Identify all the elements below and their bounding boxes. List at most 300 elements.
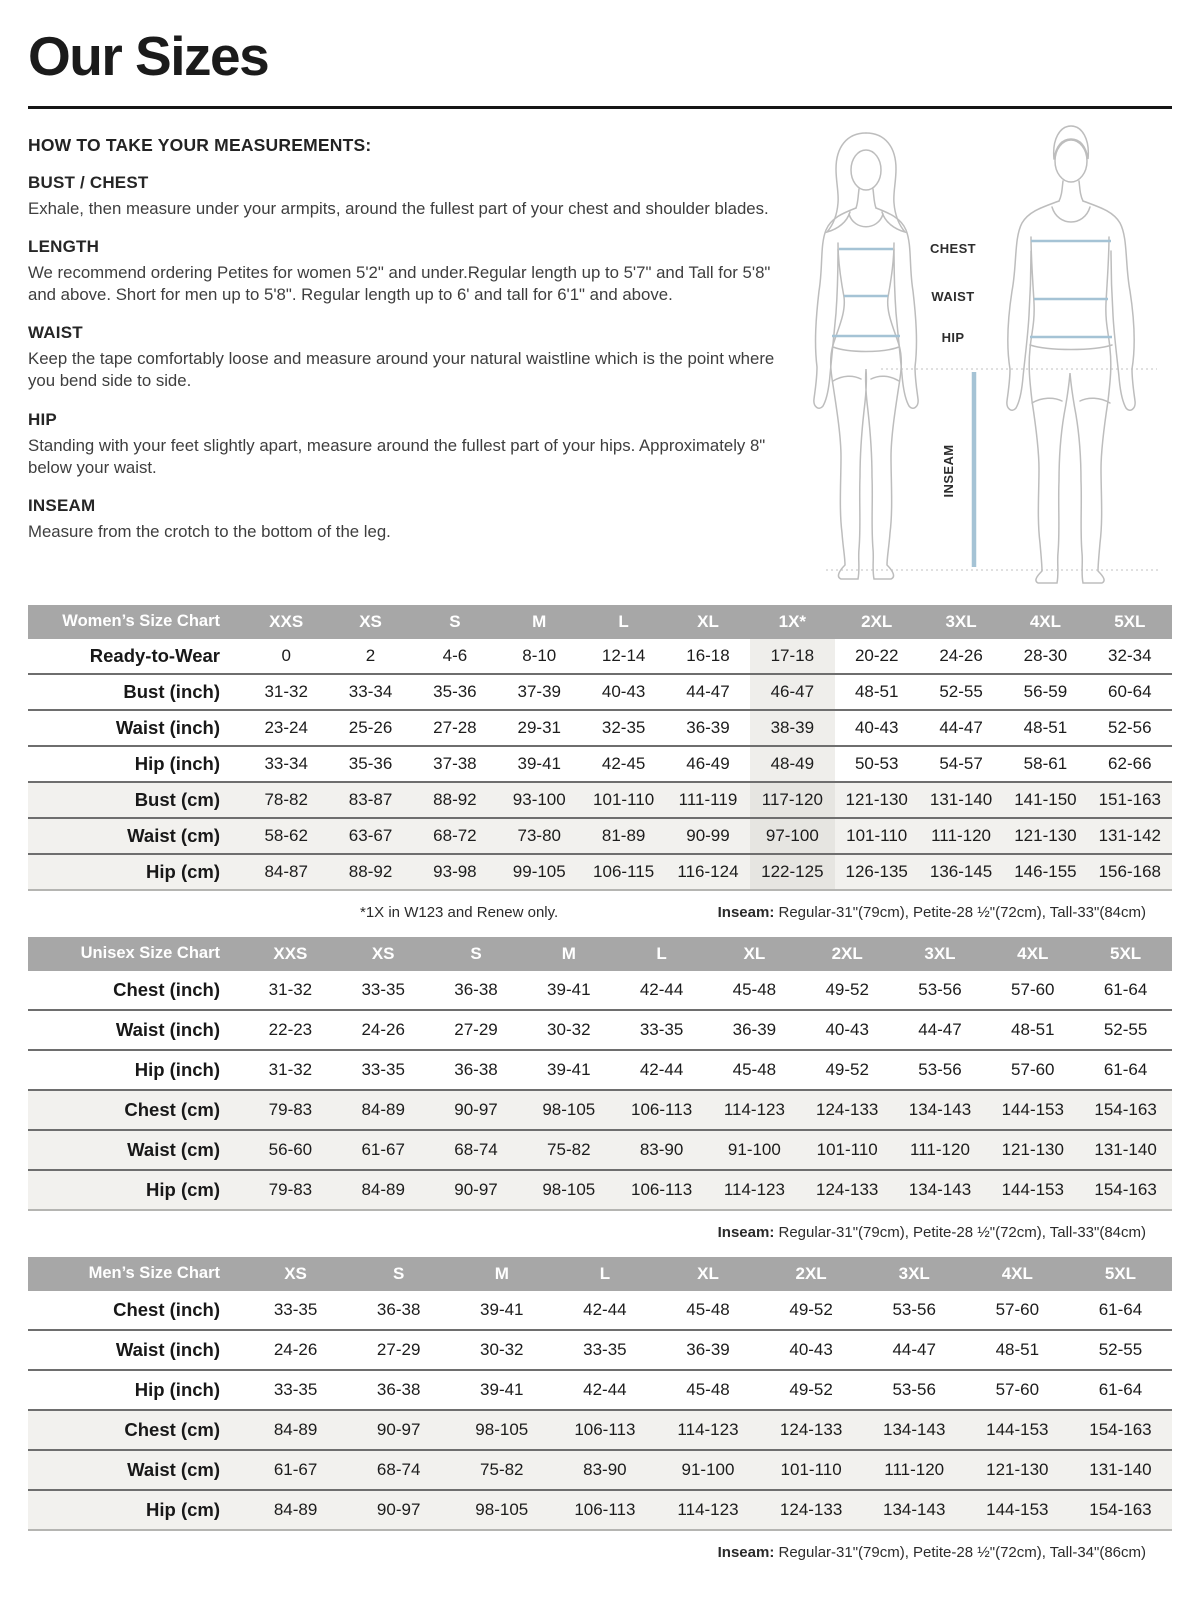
size-cell: 24-26: [939, 645, 983, 665]
size-cell: 31-32: [268, 1059, 313, 1079]
size-cell: 98-105: [475, 1499, 529, 1519]
unisex-size-chart: [28, 937, 1172, 1211]
size-cell: 121-130: [986, 1459, 1049, 1479]
size-cell: 61-67: [273, 1459, 318, 1479]
size-cell: 31-32: [264, 681, 308, 701]
inseam-note-label: Inseam:: [717, 903, 775, 921]
size-column-header: L: [553, 1257, 656, 1291]
table-title: Unisex Size Chart: [28, 937, 244, 971]
size-cell: 56-60: [268, 1139, 313, 1159]
size-cell: 111-120: [931, 825, 991, 845]
size-cell: 36-39: [686, 717, 730, 737]
size-cell: 68-74: [454, 1139, 498, 1159]
section-body: Standing with your feet slightly apart, measure around the fullest part of your hips. Approximately 8" below your waist.: [28, 435, 766, 477]
size-cell: 48-51: [1023, 717, 1068, 737]
size-column-header: XS: [244, 1257, 347, 1291]
size-cell: 88-92: [348, 861, 393, 881]
size-cell: 106-113: [631, 1099, 693, 1119]
size-cell: 27-29: [454, 1019, 498, 1039]
row-label: Hip (cm): [146, 1178, 220, 1200]
size-cell: 106-115: [593, 861, 655, 881]
size-cell: 68-74: [376, 1459, 421, 1479]
size-column-header: L: [615, 937, 708, 971]
size-cell: 93-100: [512, 789, 566, 809]
size-cell: 44-47: [918, 1019, 962, 1039]
size-cell: 42-45: [601, 753, 646, 773]
size-column-header: M: [497, 605, 581, 639]
table-row: [28, 1050, 1172, 1090]
table-title: Men’s Size Chart: [28, 1257, 244, 1291]
size-cell: 84-89: [361, 1099, 405, 1119]
size-column-header: 4XL: [966, 1257, 1069, 1291]
table-row: [28, 1330, 1172, 1370]
size-cell: 57-60: [995, 1379, 1040, 1399]
row-label: Waist (cm): [127, 1458, 220, 1480]
size-cell: 90-97: [454, 1099, 498, 1119]
size-cell: 99-105: [512, 861, 566, 881]
footnote-1x: *1X in W123 and Renew only.: [360, 903, 559, 921]
size-cell: 56-59: [1023, 681, 1068, 701]
size-column-header: 2XL: [801, 937, 894, 971]
row-label: Waist (inch): [115, 716, 220, 738]
size-cell: 42-44: [639, 1059, 684, 1079]
inseam-note-label: Inseam:: [717, 1543, 775, 1561]
table-row: [28, 971, 1172, 1010]
table-row: [28, 1130, 1172, 1170]
size-cell: 101-110: [846, 825, 908, 845]
size-column-header: XS: [328, 605, 412, 639]
size-cell: 52-55: [1098, 1339, 1143, 1359]
size-cell: 124-133: [815, 1179, 879, 1199]
size-cell: 32-34: [1108, 645, 1152, 665]
size-cell: 83-90: [639, 1139, 684, 1159]
size-cell: 101-110: [816, 1139, 878, 1159]
size-cell: 134-143: [883, 1419, 946, 1439]
size-column-header: XL: [666, 605, 750, 639]
size-cell: 31-32: [268, 979, 313, 999]
page-title: Our Sizes: [28, 25, 269, 87]
size-cell: 111-120: [884, 1459, 945, 1479]
size-cell: 40-43: [601, 681, 646, 701]
row-label: Chest (cm): [124, 1418, 220, 1440]
row-label: Waist (cm): [127, 1138, 220, 1160]
size-cell: 144-153: [986, 1499, 1049, 1519]
measurement-instructions: [28, 123, 776, 543]
size-cell: 24-26: [361, 1019, 405, 1039]
size-cell: 53-56: [892, 1299, 936, 1319]
size-column-header: S: [430, 937, 523, 971]
table-row: [28, 639, 1172, 674]
size-cell: 52-56: [1108, 717, 1152, 737]
size-cell: 44-47: [686, 681, 730, 701]
size-cell: 134-143: [883, 1499, 946, 1519]
size-cell: 2: [365, 645, 376, 665]
size-column-header: 4XL: [1003, 605, 1087, 639]
size-cell: 36-39: [732, 1019, 777, 1039]
size-cell: 28-30: [1023, 645, 1068, 665]
size-cell: 121-130: [1014, 825, 1077, 845]
size-cell: 62-66: [1108, 753, 1152, 773]
table-title: Women’s Size Chart: [28, 605, 244, 639]
size-cell: 154-163: [1089, 1419, 1152, 1439]
size-cell: 111-120: [910, 1139, 970, 1159]
howto-heading: HOW TO TAKE YOUR MEASUREMENTS:: [28, 134, 372, 155]
size-cell: 37-39: [517, 681, 561, 701]
womens-inseam-note: [718, 904, 1146, 921]
size-cell: 53-56: [892, 1379, 936, 1399]
size-cell: 154-163: [1094, 1179, 1157, 1199]
size-cell: 116-124: [677, 861, 739, 881]
unisex-footnotes: [28, 1224, 1172, 1241]
size-cell: 20-22: [854, 645, 899, 665]
size-cell: 52-55: [939, 681, 983, 701]
size-cell: 61-64: [1103, 1059, 1148, 1079]
size-cell: 63-67: [348, 825, 393, 845]
male-figure-outline: [1007, 126, 1135, 583]
size-column-header: XL: [708, 937, 801, 971]
section-waist: [28, 323, 776, 392]
size-column-header: 1X*: [750, 605, 834, 639]
size-cell: 33-35: [361, 979, 405, 999]
size-cell: 33-35: [639, 1019, 684, 1039]
size-column-header: M: [450, 1257, 553, 1291]
row-label: Hip (inch): [134, 1378, 220, 1400]
size-cell: 48-51: [1011, 1019, 1055, 1039]
title-divider: [28, 106, 1172, 109]
size-cell: 97-100: [750, 818, 834, 854]
section-hip: [28, 410, 776, 479]
size-cell: 39-41: [480, 1379, 524, 1399]
row-label: Ready-to-Wear: [89, 644, 220, 666]
size-column-header: XL: [656, 1257, 759, 1291]
size-cell: 134-143: [908, 1179, 972, 1199]
row-label: Hip (cm): [146, 860, 220, 882]
size-cell: 84-89: [273, 1419, 318, 1439]
section-heading: LENGTH: [28, 236, 100, 256]
size-column-header: 5XL: [1079, 937, 1172, 971]
section-inseam: [28, 496, 776, 543]
size-cell: 33-35: [583, 1339, 627, 1359]
size-cell: 45-48: [732, 979, 777, 999]
size-cell: 144-153: [1001, 1179, 1064, 1199]
size-cell: 36-38: [376, 1299, 421, 1319]
size-cell: 27-29: [376, 1339, 421, 1359]
size-cell: 75-82: [480, 1459, 524, 1479]
size-cell: 154-163: [1089, 1499, 1152, 1519]
mens-size-chart: [28, 1257, 1172, 1531]
size-cell: 54-57: [939, 753, 983, 773]
size-column-header: 4XL: [986, 937, 1079, 971]
size-cell: 48-51: [995, 1339, 1040, 1359]
section-bust-chest: [28, 173, 776, 220]
size-cell: 131-140: [1094, 1139, 1157, 1159]
size-cell: 38-39: [750, 710, 834, 746]
table-row: [28, 1291, 1172, 1330]
table-row: [28, 1490, 1172, 1530]
size-cell: 106-113: [574, 1419, 636, 1439]
table-row: [28, 854, 1172, 890]
size-cell: 58-61: [1023, 753, 1068, 773]
size-column-header: XXS: [244, 605, 328, 639]
section-length: [28, 237, 776, 306]
size-cell: 83-87: [348, 789, 393, 809]
size-cell: 35-36: [348, 753, 393, 773]
size-cell: 32-35: [601, 717, 646, 737]
size-cell: 61-64: [1103, 979, 1148, 999]
womens-size-chart-table: [28, 605, 1172, 891]
size-cell: 52-55: [1103, 1019, 1148, 1039]
size-cell: 58-62: [264, 825, 308, 845]
size-cell: 49-52: [825, 979, 869, 999]
size-cell: 124-133: [815, 1099, 879, 1119]
size-cell: 84-89: [273, 1499, 318, 1519]
size-cell: 61-67: [361, 1139, 405, 1159]
size-cell: 36-39: [686, 1339, 730, 1359]
size-cell: 131-140: [929, 789, 993, 809]
size-cell: 49-52: [825, 1059, 869, 1079]
inseam-note-text: Regular-31"(79cm), Petite-28 ½"(72cm), Tall-34"(86cm): [778, 1543, 1146, 1561]
size-cell: 75-82: [547, 1139, 591, 1159]
size-cell: 46-47: [750, 674, 834, 710]
table-row: [28, 674, 1172, 710]
size-cell: 121-130: [1001, 1139, 1064, 1159]
size-cell: 84-89: [361, 1179, 405, 1199]
size-cell: 144-153: [1001, 1099, 1064, 1119]
section-heading: BUST / CHEST: [28, 172, 149, 192]
size-cell: 98-105: [475, 1419, 529, 1439]
unisex-size-chart-table: [28, 937, 1172, 1211]
mens-inseam-note: [718, 1544, 1146, 1561]
size-cell: 91-100: [727, 1139, 781, 1159]
size-cell: 36-38: [454, 1059, 498, 1079]
measurement-instructions-row: [28, 123, 1172, 589]
size-cell: 111-119: [678, 789, 738, 809]
size-column-header: 3XL: [863, 1257, 966, 1291]
table-row: [28, 782, 1172, 818]
table-row: [28, 1170, 1172, 1210]
section-heading: HIP: [28, 409, 57, 429]
waist-label: WAIST: [931, 288, 975, 304]
row-label: Chest (inch): [113, 978, 220, 1000]
size-cell: 39-41: [517, 753, 561, 773]
size-cell: 44-47: [939, 717, 983, 737]
size-cell: 0: [281, 645, 291, 665]
size-cell: 53-56: [918, 979, 962, 999]
size-cell: 88-92: [433, 789, 477, 809]
size-cell: 33-35: [273, 1299, 318, 1319]
size-cell: 29-31: [517, 717, 561, 737]
size-column-header: 3XL: [919, 605, 1003, 639]
size-cell: 106-113: [574, 1499, 636, 1519]
size-cell: 39-41: [547, 1059, 591, 1079]
size-cell: 121-130: [845, 789, 908, 809]
size-cell: 50-53: [854, 753, 899, 773]
size-cell: 48-49: [750, 746, 834, 782]
size-cell: 122-125: [750, 854, 834, 890]
female-figure-outline: [814, 133, 918, 579]
size-cell: 79-83: [268, 1179, 313, 1199]
size-cell: 57-60: [1011, 979, 1055, 999]
table-row: [28, 710, 1172, 746]
size-column-header: L: [581, 605, 665, 639]
size-cell: 27-28: [433, 717, 477, 737]
size-cell: 57-60: [995, 1299, 1040, 1319]
size-cell: 46-49: [686, 753, 730, 773]
size-column-header: M: [522, 937, 615, 971]
row-label: Waist (inch): [115, 1018, 220, 1040]
size-cell: 8-10: [522, 645, 557, 665]
size-cell: 117-120: [750, 782, 834, 818]
mens-size-chart-table: [28, 1257, 1172, 1531]
size-cell: 40-43: [825, 1019, 869, 1039]
size-cell: 60-64: [1108, 681, 1152, 701]
size-cell: 101-110: [593, 789, 655, 809]
size-cell: 90-99: [686, 825, 730, 845]
size-cell: 35-36: [433, 681, 477, 701]
size-cell: 146-155: [1014, 861, 1077, 881]
size-cell: 17-18: [750, 639, 834, 674]
inseam-label: INSEAM: [941, 444, 956, 498]
size-cell: 42-44: [583, 1379, 627, 1399]
row-label: Waist (inch): [115, 1338, 220, 1360]
size-cell: 101-110: [780, 1459, 842, 1479]
size-cell: 22-23: [268, 1019, 313, 1039]
size-cell: 49-52: [789, 1299, 833, 1319]
size-cell: 24-26: [273, 1339, 318, 1359]
size-cell: 114-123: [723, 1179, 785, 1199]
table-row: [28, 1090, 1172, 1130]
size-cell: 36-38: [376, 1379, 421, 1399]
size-cell: 154-163: [1094, 1099, 1157, 1119]
size-cell: 37-38: [433, 753, 477, 773]
row-label: Chest (inch): [113, 1298, 220, 1320]
row-label: Bust (inch): [123, 680, 220, 702]
size-cell: 98-105: [542, 1179, 596, 1199]
size-column-header: XS: [337, 937, 430, 971]
size-cell: 136-145: [929, 861, 993, 881]
size-cell: 42-44: [583, 1299, 627, 1319]
row-label: Bust (cm): [134, 788, 220, 810]
size-cell: 4-6: [442, 645, 468, 665]
size-cell: 73-80: [517, 825, 561, 845]
size-cell: 30-32: [480, 1339, 524, 1359]
table-row: [28, 1370, 1172, 1410]
body-measurement-diagram: [776, 119, 1172, 589]
figures-illustration: [780, 119, 1172, 589]
row-label: Chest (cm): [124, 1098, 220, 1120]
unisex-inseam-note: [718, 1224, 1146, 1241]
mens-footnotes: [28, 1544, 1172, 1561]
size-cell: 79-83: [268, 1099, 313, 1119]
size-cell: 49-52: [789, 1379, 833, 1399]
size-cell: 124-133: [779, 1499, 843, 1519]
size-cell: 78-82: [264, 789, 308, 809]
size-cell: 114-123: [723, 1099, 785, 1119]
chest-label: CHEST: [929, 240, 977, 256]
size-cell: 39-41: [547, 979, 591, 999]
row-label: Hip (inch): [134, 1058, 220, 1080]
size-cell: 141-150: [1014, 789, 1077, 809]
section-heading: WAIST: [28, 323, 83, 343]
size-cell: 114-123: [677, 1419, 739, 1439]
size-column-header: XXS: [244, 937, 337, 971]
table-row: [28, 1010, 1172, 1050]
size-column-header: 2XL: [835, 605, 919, 639]
hip-label: HIP: [941, 329, 965, 345]
size-cell: 61-64: [1098, 1299, 1143, 1319]
size-cell: 61-64: [1098, 1379, 1143, 1399]
size-cell: 131-140: [1089, 1459, 1152, 1479]
size-cell: 93-98: [433, 861, 477, 881]
womens-footnotes: [28, 904, 1172, 921]
size-cell: 134-143: [908, 1099, 972, 1119]
size-cell: 53-56: [918, 1059, 962, 1079]
size-column-header: 5XL: [1088, 605, 1172, 639]
size-cell: 90-97: [376, 1419, 421, 1439]
size-cell: 114-123: [677, 1499, 739, 1519]
size-cell: 12-14: [601, 645, 646, 665]
size-cell: 106-113: [631, 1179, 693, 1199]
size-cell: 90-97: [376, 1499, 421, 1519]
size-cell: 81-89: [601, 825, 646, 845]
size-cell: 45-48: [732, 1059, 777, 1079]
size-column-header: 5XL: [1069, 1257, 1172, 1291]
row-label: Hip (cm): [146, 1498, 220, 1520]
size-cell: 33-34: [264, 753, 308, 773]
table-row: [28, 1450, 1172, 1490]
size-column-header: S: [413, 605, 497, 639]
size-column-header: S: [347, 1257, 450, 1291]
size-column-header: 3XL: [894, 937, 987, 971]
section-body: We recommend ordering Petites for women 5'2" and under.Regular length up to 5'7" and Tall for 5'8" and above. Short for men up to 5'8". Regular length up to 6' and tall for 6'1" and above.: [28, 262, 771, 305]
size-cell: 126-135: [845, 861, 908, 881]
size-cell: 40-43: [789, 1339, 833, 1359]
size-cell: 48-51: [854, 681, 899, 701]
section-body: Measure from the crotch to the bottom of the leg.: [28, 521, 391, 541]
size-cell: 151-163: [1098, 789, 1161, 809]
size-cell: 156-168: [1098, 861, 1161, 881]
row-label: Waist (cm): [127, 824, 220, 846]
inseam-note-text: Regular-31"(79cm), Petite-28 ½"(72cm), Tall-33"(84cm): [778, 903, 1146, 921]
size-cell: 83-90: [583, 1459, 627, 1479]
size-cell: 16-18: [686, 645, 730, 665]
size-cell: 124-133: [779, 1419, 843, 1439]
size-cell: 68-72: [433, 825, 477, 845]
size-cell: 45-48: [686, 1379, 730, 1399]
size-cell: 98-105: [542, 1099, 596, 1119]
size-cell: 91-100: [681, 1459, 735, 1479]
size-cell: 25-26: [348, 717, 393, 737]
size-cell: 44-47: [892, 1339, 936, 1359]
section-heading: INSEAM: [28, 495, 96, 515]
row-label: Hip (inch): [134, 752, 220, 774]
inseam-note-text: Regular-31"(79cm), Petite-28 ½"(72cm), Tall-33"(84cm): [778, 1223, 1146, 1241]
section-body: Exhale, then measure under your armpits, around the fullest part of your chest and shoulder blades.: [28, 198, 769, 218]
size-cell: 36-38: [454, 979, 498, 999]
size-cell: 33-35: [361, 1059, 405, 1079]
size-cell: 90-97: [454, 1179, 498, 1199]
size-cell: 39-41: [480, 1299, 524, 1319]
size-cell: 144-153: [986, 1419, 1049, 1439]
size-cell: 33-34: [348, 681, 393, 701]
size-column-header: 2XL: [760, 1257, 863, 1291]
table-row: [28, 818, 1172, 854]
section-body: Keep the tape comfortably loose and measure around your natural waistline which is the point where you bend side to side.: [28, 349, 775, 391]
size-cell: 40-43: [854, 717, 899, 737]
size-cell: 131-142: [1098, 825, 1161, 845]
size-cell: 42-44: [639, 979, 684, 999]
size-cell: 45-48: [686, 1299, 730, 1319]
